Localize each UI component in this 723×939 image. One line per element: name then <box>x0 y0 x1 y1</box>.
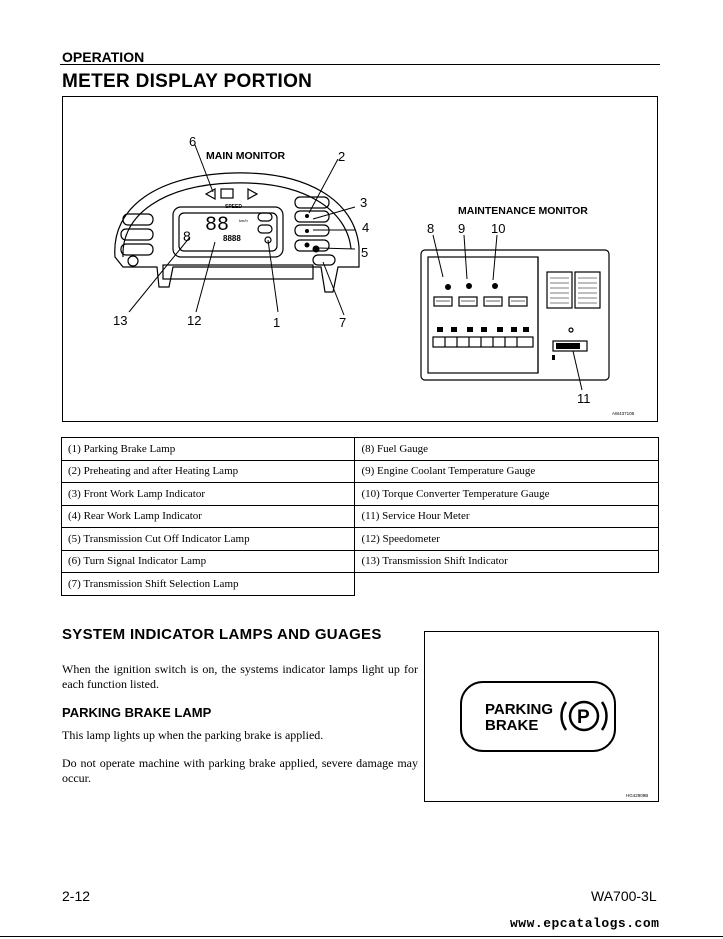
legend-row <box>62 550 659 573</box>
maintenance-monitor-drawing <box>421 250 609 380</box>
callout-4: 4 <box>362 220 370 235</box>
legend-cell-right: (11) Service Hour Meter <box>355 505 659 528</box>
callout-13: 13 <box>113 313 128 328</box>
main-monitor-label: MAIN MONITOR <box>206 150 286 162</box>
small-digits: 8888 <box>223 234 241 243</box>
callout-8: 8 <box>427 221 435 236</box>
legend-cell-left: (4) Rear Work Lamp Indicator <box>62 505 355 528</box>
section-heading: SYSTEM INDICATOR LAMPS AND GUAGES <box>62 626 382 643</box>
header-rule <box>60 64 660 65</box>
page-title: METER DISPLAY PORTION <box>62 71 313 92</box>
parking-brake-figure <box>424 631 659 802</box>
legend-cell-left: (7) Transmission Shift Selection Lamp <box>62 573 355 596</box>
legend-cell-right: (9) Engine Coolant Temperature Gauge <box>355 460 659 483</box>
callout-1: 1 <box>273 315 281 330</box>
callout-3: 3 <box>360 195 368 210</box>
legend-cell-right <box>355 573 659 596</box>
meter-display-figure <box>62 96 658 422</box>
section-label: OPERATION <box>62 49 145 65</box>
watermark-url[interactable]: www.epcatalogs.com <box>510 916 660 931</box>
figure-code: AW437108 <box>612 411 635 416</box>
speed-unit: km/h <box>239 218 248 223</box>
legend-table <box>61 437 659 596</box>
speed-label: SPEED <box>225 204 242 210</box>
intro-paragraph: When the ignition switch is on, the systems indicator lamps light up for each function listed. <box>62 662 418 691</box>
bottom-rule <box>0 936 723 937</box>
legend-cell-right: (13) Transmission Shift Indicator <box>355 550 659 573</box>
legend-row <box>62 528 659 551</box>
callout-9: 9 <box>458 221 466 236</box>
legend-cell-right: (12) Speedometer <box>355 528 659 551</box>
brake-text: BRAKE <box>485 717 539 734</box>
main-monitor-drawing <box>115 173 359 292</box>
p-symbol: P <box>577 707 590 728</box>
legend-cell-left: (5) Transmission Cut Off Indicator Lamp <box>62 528 355 551</box>
legend-row <box>62 505 659 528</box>
page-number: 2-12 <box>62 888 91 904</box>
parking-brake-para-1: This lamp lights up when the parking brake is applied. <box>62 728 324 742</box>
legend-cell-right: (8) Fuel Gauge <box>355 438 659 461</box>
legend-cell-left: (1) Parking Brake Lamp <box>62 438 355 461</box>
legend-row <box>62 483 659 506</box>
shift-digit: 8 <box>183 228 191 244</box>
maintenance-monitor-label: MAINTENANCE MONITOR <box>458 205 588 217</box>
legend-cell-right: (10) Torque Converter Temperature Gauge <box>355 483 659 506</box>
callout-5: 5 <box>361 245 369 260</box>
pb-figure-code: HG42909B <box>626 793 649 798</box>
legend-cell-left: (6) Turn Signal Indicator Lamp <box>62 550 355 573</box>
callout-12: 12 <box>187 313 202 328</box>
callout-10: 10 <box>491 221 506 236</box>
parking-text: PARKING <box>485 701 554 718</box>
legend-row <box>62 438 659 461</box>
callout-6: 6 <box>189 134 197 149</box>
parking-brake-icon <box>561 702 606 730</box>
speed-digits: 88 <box>205 214 230 237</box>
callout-7: 7 <box>339 315 347 330</box>
legend-row <box>62 573 659 596</box>
parking-brake-lamp-symbol <box>425 632 660 803</box>
parking-brake-para-2: Do not operate machine with parking brake applied, severe damage may occur. <box>62 756 418 785</box>
callout-2: 2 <box>338 149 346 164</box>
meter-display-illustration <box>63 97 659 423</box>
parking-brake-heading: PARKING BRAKE LAMP <box>62 705 212 720</box>
model-number: WA700-3L <box>591 888 657 904</box>
legend-row <box>62 460 659 483</box>
callout-11: 11 <box>577 391 591 406</box>
legend-cell-left: (2) Preheating and after Heating Lamp <box>62 460 355 483</box>
legend-cell-left: (3) Front Work Lamp Indicator <box>62 483 355 506</box>
